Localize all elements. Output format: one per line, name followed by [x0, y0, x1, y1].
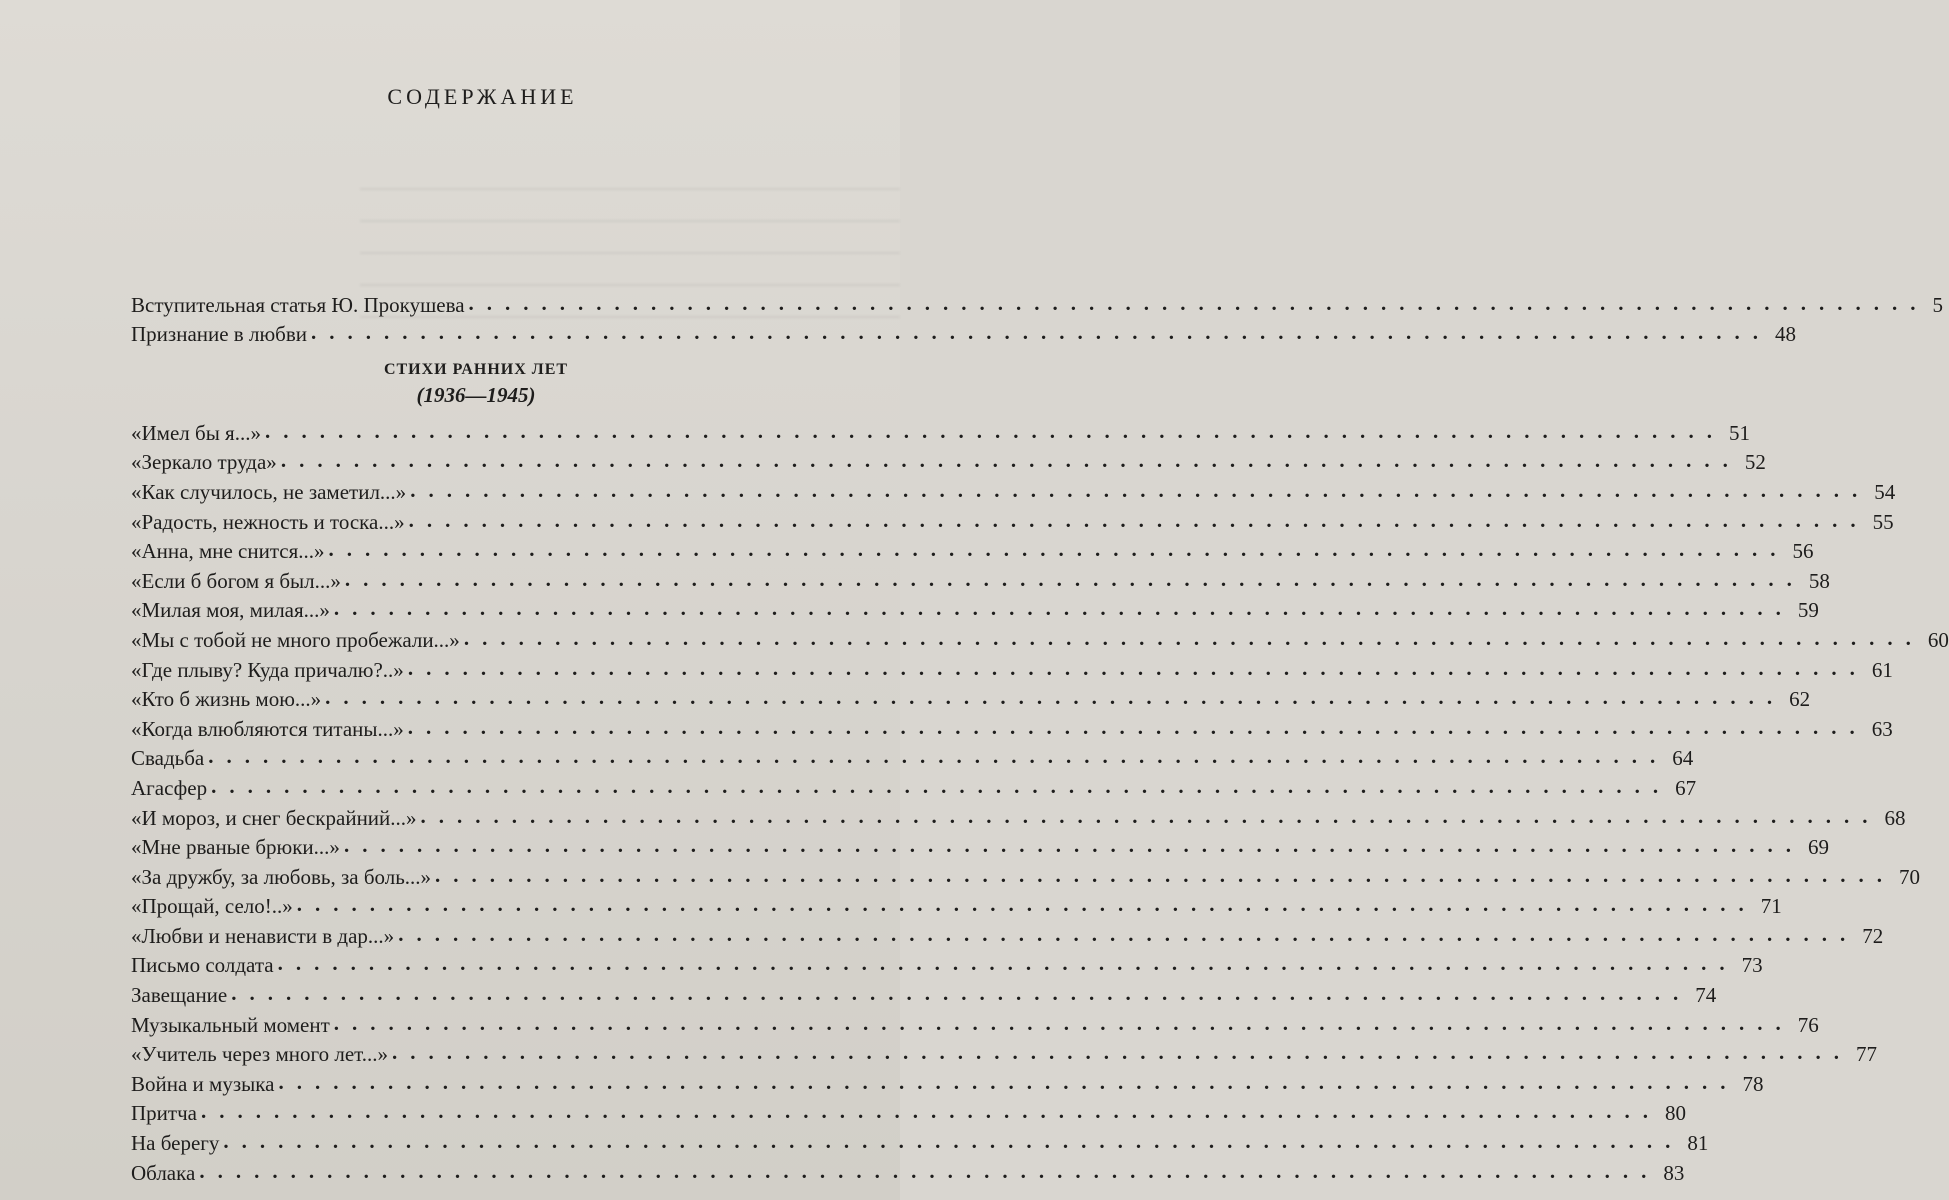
entry-page-number: 56	[1792, 539, 1814, 564]
toc-entry	[131, 740, 1694, 771]
toc-entry	[131, 1006, 1819, 1037]
entry-page-number: 78	[1742, 1071, 1764, 1096]
dot-leader: ................................................................................	[407, 714, 1868, 739]
table-of-contents	[131, 286, 1949, 1185]
entry-title: Вступительная статья Ю. Прокушева	[131, 292, 465, 317]
entry-page-number: 77	[1856, 1042, 1877, 1067]
dot-leader: ................................................................................	[208, 744, 1669, 769]
entry-page-number: 61	[1871, 657, 1893, 682]
entry-title: Музыкальный момент	[131, 1012, 330, 1037]
entry-page-number: 59	[1797, 598, 1819, 623]
entry-page-number: 58	[1808, 568, 1830, 593]
entry-title: «Кто б жизнь мою...»	[131, 687, 322, 712]
toc-entry	[131, 286, 1944, 317]
entry-page-number: 55	[1872, 509, 1894, 534]
entry-page-number: 74	[1695, 983, 1717, 1008]
entry-page-number: 64	[1672, 746, 1694, 771]
toc-entry	[131, 681, 1811, 712]
entry-title: «Имел бы я...»	[131, 420, 261, 445]
entry-title: «Если б богом я был...»	[131, 568, 341, 593]
entry-title: Признание в любви	[131, 322, 307, 347]
entry-title: «Где плыву? Куда причалю?..»	[131, 657, 404, 682]
entry-title: На берегу	[131, 1131, 220, 1156]
toc-entry	[131, 799, 1906, 830]
toc-entry	[131, 917, 1884, 948]
dot-leader: ................................................................................	[343, 833, 1804, 858]
entry-page-number: 80	[1664, 1101, 1686, 1126]
entry-page-number: 62	[1789, 687, 1811, 712]
entry-page-number: 54	[1874, 479, 1896, 504]
entry-title: Завещание	[131, 983, 228, 1008]
dot-leader: ................................................................................	[310, 320, 1771, 345]
dot-leader: ................................................................................	[280, 448, 1741, 473]
dot-leader: ................................................................................	[392, 1040, 1852, 1065]
entry-title: Свадьба	[131, 746, 205, 771]
entry-title: «За дружбу, за любовь, за боль...»	[131, 864, 432, 889]
entry-page-number: 81	[1687, 1131, 1709, 1156]
toc-entry	[131, 621, 1949, 652]
entry-title: «Зеркало труда»	[131, 450, 277, 475]
toc-entry	[131, 562, 1830, 593]
dot-leader: ................................................................................	[278, 1069, 1739, 1094]
entry-title: Агасфер	[131, 775, 208, 800]
toc-entry	[131, 533, 1814, 564]
dot-leader: ................................................................................	[277, 951, 1738, 976]
entry-page-number: 63	[1871, 716, 1893, 741]
dot-leader: ................................................................................	[264, 418, 1725, 443]
toc-entry	[131, 710, 1893, 741]
dot-leader: ................................................................................	[344, 566, 1805, 591]
toc-entry	[131, 947, 1763, 978]
entry-page-number: 48	[1774, 322, 1796, 347]
entry-title: «Как случилось, не заметил...»	[131, 479, 407, 504]
entry-title: «Анна, мне снится...»	[131, 539, 325, 564]
dot-leader: ................................................................................	[223, 1129, 1684, 1154]
entry-title: «Учитель через много лет...»	[131, 1042, 388, 1067]
dot-leader: ................................................................................	[468, 290, 1929, 315]
toc-entry	[131, 1095, 1686, 1126]
entry-page-number: 60	[1927, 627, 1949, 652]
entry-title: Война и музыка	[131, 1071, 275, 1096]
toc-entry	[131, 858, 1921, 889]
toc-entry	[131, 473, 1896, 504]
dot-leader: ................................................................................	[325, 685, 1786, 710]
toc-entry	[131, 414, 1750, 445]
entry-title: «Когда влюбляются титаны...»	[131, 716, 404, 741]
entry-page-number: 52	[1744, 450, 1766, 475]
dot-leader: ................................................................................	[408, 507, 1869, 532]
dot-leader: ................................................................................	[398, 921, 1859, 946]
dot-leader: ................................................................................	[211, 773, 1672, 798]
section-entries	[131, 414, 1949, 1185]
entry-title: «Любви и ненависти в дар...»	[131, 923, 395, 948]
entry-page-number: 51	[1728, 420, 1750, 445]
toc-entry	[131, 769, 1697, 800]
toc-entry	[131, 651, 1893, 682]
entry-title: Притча	[131, 1101, 197, 1126]
entry-page-number: 76	[1797, 1012, 1819, 1037]
entry-page-number: 71	[1760, 894, 1782, 919]
entry-title: «Мне рваные брюки...»	[131, 835, 340, 860]
entry-title: Письмо солдата	[131, 953, 274, 978]
entry-title: «Прощай, село!..»	[131, 894, 293, 919]
dot-leader: ................................................................................	[231, 981, 1692, 1006]
entry-page-number: 83	[1663, 1160, 1685, 1185]
toc-entry	[131, 976, 1717, 1008]
toc-entry	[131, 1065, 1764, 1096]
dot-leader: ................................................................................	[410, 477, 1871, 502]
entry-page-number: 72	[1862, 923, 1884, 948]
entry-title: Облака	[131, 1160, 196, 1185]
dot-leader: ................................................................................	[463, 625, 1924, 650]
toc-entry	[131, 444, 1766, 475]
toc-entry	[131, 592, 1819, 623]
intro-entries	[131, 286, 1944, 347]
toc-entry	[131, 1154, 1685, 1185]
dot-leader: ................................................................................	[333, 596, 1794, 621]
entry-title: «Мы с тобой не много пробежали...»	[131, 627, 460, 652]
entry-page-number: 68	[1884, 805, 1906, 830]
dot-leader: ................................................................................	[420, 803, 1881, 828]
dot-leader: ................................................................................	[407, 655, 1868, 680]
dot-leader: ................................................................................	[296, 892, 1757, 917]
dot-leader: ................................................................................	[328, 537, 1789, 562]
dot-leader: ................................................................................	[199, 1158, 1660, 1183]
entry-page-number: 73	[1741, 953, 1763, 978]
toc-entry	[131, 829, 1829, 860]
dot-leader: ................................................................................	[435, 862, 1896, 887]
toc-entry	[131, 888, 1782, 919]
toc-entry	[131, 1124, 1709, 1156]
entry-page-number: 70	[1899, 864, 1921, 889]
toc-entry	[131, 503, 1894, 534]
entry-page-number: 67	[1675, 775, 1697, 800]
entry-page-number: 69	[1807, 835, 1829, 860]
entry-title: «Радость, нежность и тоска...»	[131, 509, 405, 534]
toc-entry	[131, 1036, 1877, 1067]
toc-entry	[131, 316, 1796, 347]
dot-leader: ................................................................................	[333, 1010, 1794, 1035]
entry-title: «И мороз, и снег бескрайний...»	[131, 805, 417, 830]
entry-page-number: 5	[1932, 292, 1944, 317]
section-header	[131, 361, 821, 408]
entry-title: «Милая моя, милая...»	[131, 598, 330, 623]
page-title: СОДЕРЖАНИЕ	[387, 84, 578, 109]
section-title: СТИХИ РАННИХ ЛЕТ	[383, 361, 569, 379]
section-years: (1936—1945)	[416, 383, 536, 408]
dot-leader: ................................................................................	[200, 1099, 1661, 1124]
